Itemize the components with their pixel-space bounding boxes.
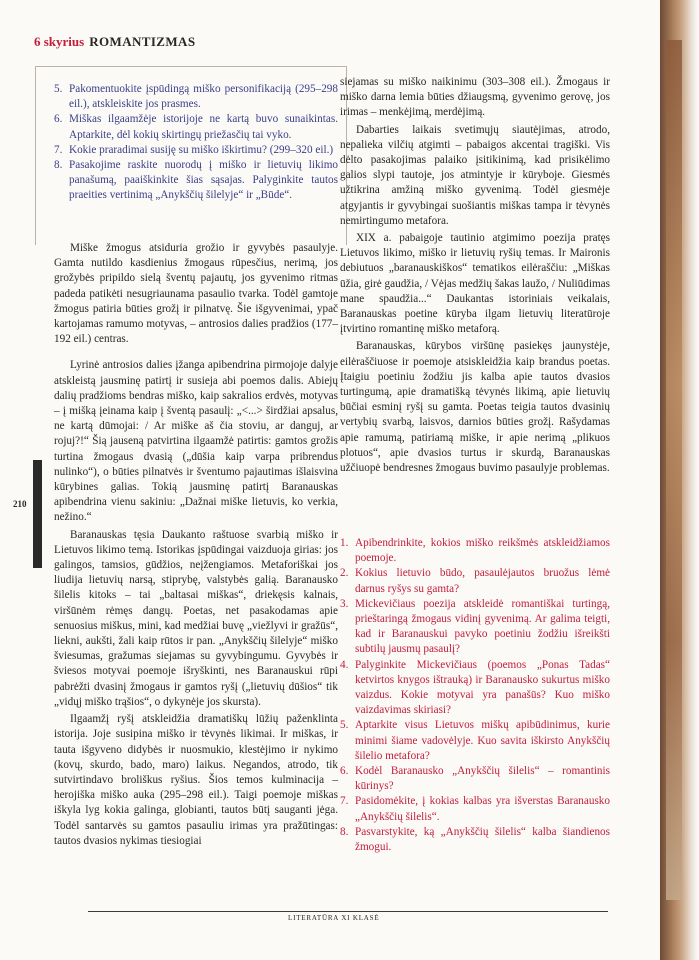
left-task-list bbox=[54, 82, 338, 204]
paragraph: Dabarties laikais svetimųjų siautėjimas, atrodo, nepalieka vilčių atgimti – pabaigos akcentai tragiški. Vis dėlto pasakojimas palaiko įsitikinimą, kad prisikėlimo galios slypi tautoje, jos atmintyje ir kūryboje. Giesmės užtikrina amžiną miško gyvenimą. Todėl giesmėje atgyjantis ir gyvybingai suošiantis miškas tampa ir tėvynės nemirtingumo metafora. bbox=[340, 123, 610, 227]
task-item: 7. Pasidomėkite, į kokias kalbas yra išverstas Baranausko „Anykščių šilelis“. bbox=[340, 795, 610, 823]
footer-rule bbox=[88, 911, 608, 912]
paragraph: Baranauskas, kūrybos viršūnę pasiekęs jaunystėje, eilėraščiuose ir poemoje atsiskleidžia kaip brandus poetas. Įtaigiu poetiniu žodžiu jis kalba apie tautos dvasios turtingumą, apie dramatišką tėvynės likimą, apie lietuvių būčiai esminį ryšį su gamta. Poetas teigia tautos dvasinių vertybių svarbą, laisvos, darnios būties grožį. Rašydamas apie ramumą, patiriamą miške, ir apie nerimą „plikuos plotuos“, apie dvasios turtus ir skurdą, Baranauskas užčiuopė bendresnes žmogaus buvimo pasaulyje problemas. bbox=[340, 340, 610, 475]
paragraph: Ilgaamžį ryšį atskleidžia dramatiškų lūžių paženklinta istorija. Joje susipina miško ir tėvynės likimai. Ir miškas, ir tauta išgyveno didybės ir nuosmukio, klestėjimo ir nykimo (kovų, skurdo, bado, maro) laikus. Negandos, atrodo, tik sutvirtindavo brolišk‌us ryšius. Šios temos kulminacija – herojiška miško auka (295–298 eil.). Taigi poemoje miškas iškyla lyg kokia galinga, globianti, tautos būtį sauganti jėga. Todėl santarvės su gamtos pasauliu irimas yra pražūtingas: tautos dvasios nykimas tiesiogiai bbox=[54, 713, 338, 847]
task-item: 6. Miškas ilgaamžėje istorijoje ne kartą buvo sunaikintas. Aptarkite, dėl kokių skirtingų priežasčių tai vyko. bbox=[54, 113, 338, 141]
paragraph: Baranauskas tęsia Daukanto raštuose svarbią miško ir Lietuvos likimo temą. Istorikas įspūdingai vaizduoja girias: jos galingos, tamsios, gūdžios, neįžengiamos. Metaforiškai jos liudija lietuvių narsą, stiprybę, valstybės galią. Baranausko šilelis kitoks – tai „baltasai miškas“, driekęsis kalnais, viršūnėm rėmęs dangų. Poetas, net pasakodamas apie senuosius miškus, mini, kad medžiai buvę „viežlyvi ir gražūs“, liekni, aukšti, žali kaip rūtos ir pan. „Anykščių šilelyje“ miško šviesumas, gražumas siejamas su gyvybingumu. Gyvybės ir šviesos motyvai poemoje išryškinti, nes Baranauskui rūpi pabrėžti dvasinį žmogaus ir gamtos ryšį („lietuvių dūšios“ tik „vidųj miško trąšios“, o dykynėje jos skursta). bbox=[54, 528, 338, 708]
task-item: 2. Kokius lietuvio būdo, pasaulėjautos bruožus lėmė darnus ryšys su gamta? bbox=[340, 567, 610, 595]
task-item: 7. Kokie praradimai susiję su miško iškirtimu? (299–320 eil.) bbox=[54, 143, 334, 156]
chapter-header bbox=[34, 34, 195, 50]
paragraph: siejamas su miško naikinimu (303–308 eil.). Žmogaus ir miško darna lemia būties džiaugsmą, gyvenimo gerovę, jos irimas – menkėjimą, merdėjimą. bbox=[340, 76, 610, 119]
paragraph: Lyrinė antrosios dalies įžanga apibendrina pirmojoje dalyje atskleistą jausminę patirtį ir susieja abi poemos dalis. Abiejų dalių pradžioms bendras miško, kaip sakralios erdvės, motyvas – į mišką įeinama kaip į šventą pasaulį: „<...> širdžiai apsalus, ne kartą dūmojai: / Ar miške aš čia stoviu, ar danguj, ar rojuj?!“ Šią jauseną patvirtina ilgaamžė patirtis: gamtos grožis turtina žmogaus dvasią („dūšia kaip varpa pribrendus nulinko“), o būties pilnatvės ir šventumo pajautimas išlaisvina kūrybines galias. Tokią jausminę patirtį Baranauskas apibendrina vienu sakiniu: „Dažnai miške lietuvis, ko verkia, nežino.“ bbox=[54, 359, 338, 524]
page-margin-bar bbox=[33, 460, 42, 568]
page-number: 210 bbox=[13, 499, 27, 509]
chapter-title: ROMANTIZMAS bbox=[89, 34, 196, 49]
task-item: 8. Pasvarstykite, ką „Anykščių šilelis“ kalba šiandienos žmogui. bbox=[340, 825, 610, 854]
adjacent-page-illustration bbox=[666, 40, 682, 900]
task-item: 1. Apibendrinkite, kokios miško reikšmės atskleidžiamos poemoje. bbox=[340, 537, 610, 565]
task-item: 8. Pasakojime raskite nuorodų į miško ir lietuvių likimo panašumą, paaiškinkite šias sąsajas. Palyginkite tautos praeities vertinimą „Anykščių šilelyje“ ir „Būde“. bbox=[54, 159, 338, 202]
left-body-text bbox=[54, 241, 338, 849]
task-item: 6. Kodėl Baranausko „Anykščių šilelis“ – romantinis kūrinys? bbox=[340, 765, 610, 793]
paragraph: XIX a. pabaigoje tautinio atgimimo poezija pratęs Lietuvos likimo, miško ir lietuvių ryšių temas. Ir Maironis debiutuos „baranauskiškos“ tematikos eilėraščiu: „Miškas ūžia, girė gaudžia, / Vėjas medžių šakas laužo, / Nuliūdimas mane spaudžia...“ Daukantas istoriniais veikalais, Baranauskas poetine kūryba ilgam lietuvių literatūroje įtvirtino romantinę miško metaforą. bbox=[340, 232, 610, 336]
footer-text: LITERATŪRA XI KLASĖ bbox=[288, 914, 380, 922]
task-item: 3. Mickevičiaus poezija atskleidė romantiškai turtingą, prieštaringą žmogaus vidinį gyvenimą. Ar galima teigti, kad ir Baranauskui pavyko poetiniu žodžiu išreikšti subtilų jausmų pasaulį? bbox=[340, 597, 610, 656]
right-body-text bbox=[340, 75, 610, 476]
task-item: 5. Pakomentuokite įspūdingą miško personifikaciją (295–298 eil.), atskleiskite jos prasmes. bbox=[54, 83, 338, 111]
task-item: 5. Aptarkite visus Lietuvos miškų apibūdinimus, kurie minimi šiame vadovėlyje. Kuo savita iškirsto Anykščių šilelio metafora? bbox=[340, 719, 610, 762]
paragraph: Miške žmogus atsiduria grožio ir gyvybės pasaulyje. Gamta nutildo kasdienius žmogaus rūpesčius, nerimą, jos grožybės pripildo sielą šventų pajautų, jos gyvenimo ritmas padeda patikėti nesugriaunama pasaulio tvarka. Todėl gamtoje žmogus patiria būties grožį ir pilnatvę. Šie išgyvenimai, ypač kartojamas ramumo motyvas, – antrosios dalies pradžios (177–192 eil.) centras. bbox=[54, 242, 338, 346]
task-item: 4. Palyginkite Mickevičiaus (poemos „Ponas Tadas“ ketvirtos knygos ištrauką) ir Baranausko sukurtus miško vaizdus. Kokie motyvai yra panašūs? Kuo miško vaizdavimas skiriasi? bbox=[340, 658, 610, 717]
chapter-number: 6 skyrius bbox=[34, 34, 85, 49]
right-task-list bbox=[340, 536, 610, 855]
